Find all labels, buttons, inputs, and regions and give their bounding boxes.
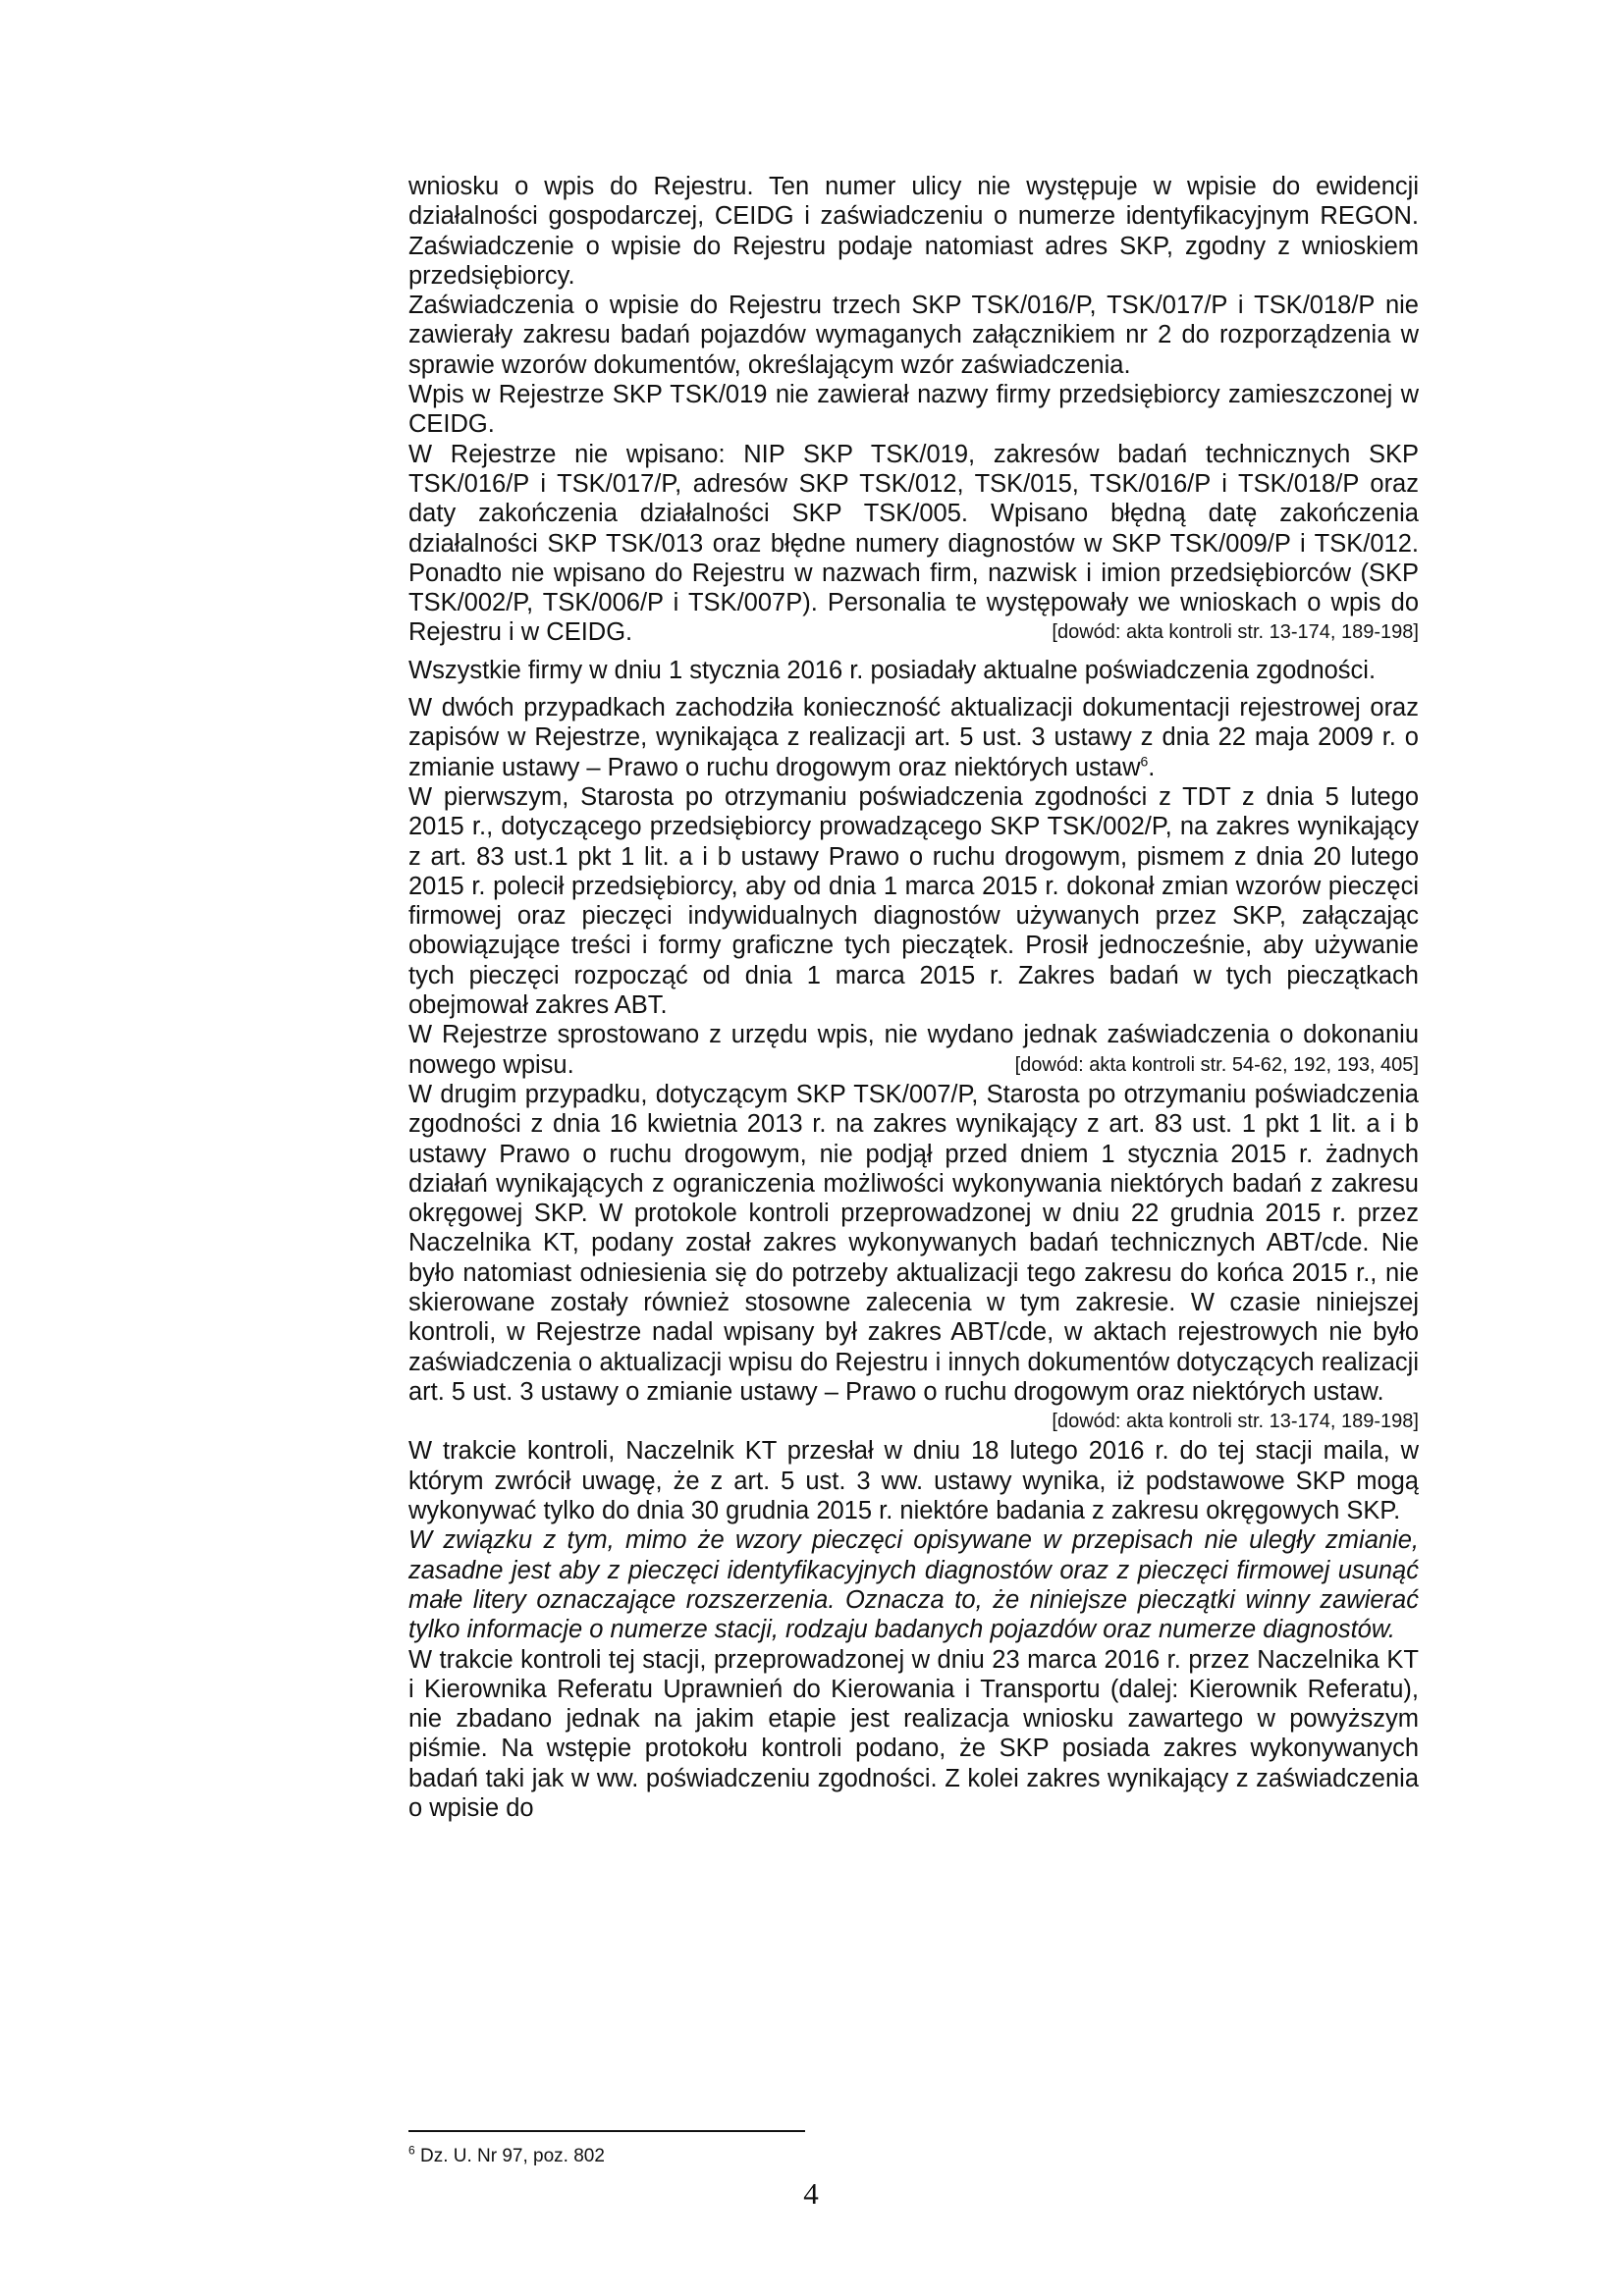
paragraph-2: Zaświadczenia o wpisie do Rejestru trzech SKP TSK/016/P, TSK/017/P i TSK/018/P nie zawierały zakresu badań pojazdów wymaganych załącznikiem nr 2 do rozporządzenia w sprawie wzorów dokumentów, określającym wzór zaświadczenia. <box>408 292 1419 379</box>
evidence-reference-2: [dowód: akta kontroli str. 54-62, 192, 193, 405] <box>1014 1053 1419 1076</box>
footnote-mark: 6 <box>408 2143 415 2158</box>
footnote-text: Dz. U. Nr 97, poz. 802 <box>414 2146 605 2166</box>
paragraph-9: W drugim przypadku, dotyczącym SKP TSK/007/P, Starosta po otrzymaniu poświadczenia zgodności z dnia 16 kwietnia 2013 r. na zakres wynikający z art. 83 ust. 1 pkt 1 lit. a i b ustawy Prawo o ruchu drogowym, nie podjął przed dniem 1 stycznia 2015 r. żadnych działań wynikających z ograniczenia możliwości wykonywania niektórych badań z zakresu okręgowej SKP. W protokole kontroli przeprowadzonej w dniu 22 grudnia 2015 r. przez Naczelnika KT, podany został zakres wykonywanych badań technicznych ABT/cde. Nie było natomiast odniesienia się do potrzeby aktualizacji tego zakresu do końca 2015 r., nie skierowane zostały również stosowne zalecenia w tym zakresie. W czasie niniejszej kontroli, w Rejestrze nadal wpisany był zakres ABT/cde, w aktach rejestrowych nie było zaświadczenia o aktualizacji wpisu do Rejestru i innych dokumentów dotyczących realizacji art. 5 ust. 3 ustawy o zmianie ustawy – Prawo o ruchu drogowym oraz niektórych ustaw. <box>408 1080 1419 1406</box>
paragraph-3: Wpis w Rejestrze SKP TSK/019 nie zawierał nazwy firmy przedsiębiorcy zamieszczonej w CEIDG. <box>408 381 1419 439</box>
body-text <box>408 172 1419 1823</box>
footnote-reference: 6 <box>1140 753 1149 770</box>
paragraph-10: W trakcie kontroli, Naczelnik KT przesłał w dniu 18 lutego 2016 r. do tej stacji maila, w którym zwrócił uwagę, że z art. 5 ust. 3 ww. ustawy wynika, iż podstawowe SKP mogą wykonywać tylko do dnia 30 grudnia 2015 r. niektóre badania z zakresu okręgowych SKP. <box>408 1437 1419 1525</box>
paragraph-5: Wszystkie firmy w dniu 1 stycznia 2016 r. posiadały aktualne poświadczenia zgodności. <box>408 656 1377 684</box>
evidence-reference-3: [dowód: akta kontroli str. 13-174, 189-198] <box>1052 1411 1419 1433</box>
paragraph-1: wniosku o wpis do Rejestru. Ten numer ulicy nie występuje w wpisie do ewidencji działalności gospodarczej, CEIDG i zaświadczeniu o numerze identyfikacyjnym REGON. Zaświadczenie o wpisie do Rejestru podaje natomiast adres SKP, zgodny z wnioskiem przedsiębiorcy. <box>408 173 1419 290</box>
paragraph-8 <box>408 1020 1419 1080</box>
paragraph-11-quote: W związku z tym, mimo że wzory pieczęci opisywane w przepisach nie uległy zmianie, zasadne jest aby z pieczęci identyfikacyjnych diagnostów oraz z pieczęci firmowej usunąć małe litery oznaczające rozszerzenia. Oznacza to, że niniejsze pieczątki winny zawierać tylko informacje o numerze stacji, rodzaju badanych pojazdów oraz numerze diagnostów. <box>408 1526 1419 1644</box>
paragraph-7: W pierwszym, Starosta po otrzymaniu poświadczenia zgodności z TDT z dnia 5 lutego 2015 r., dotyczącego przedsiębiorcy prowadzącego SKP TSK/002/P, na zakres wynikający z art. 83 ust.1 pkt 1 lit. a i b ustawy Prawo o ruchu drogowym, pismem z dnia 20 lutego 2015 r. polecił przedsiębiorcy, aby od dnia 1 marca 2015 r. dokonał zmian wzorów pieczęci firmowej oraz pieczęci indywidualnych diagnostów używanych przez SKP, załączając obowiązujące treści i formy graficzne tych pieczątek. Prosił jednocześnie, aby używanie tych pieczęci rozpocząć od dnia 1 marca 2015 r. Zakres badań w tych pieczątkach obejmował zakres ABT. <box>408 782 1419 1020</box>
paragraph-6-end: . <box>1148 753 1156 781</box>
footnote <box>408 2143 605 2167</box>
paragraph-6 <box>408 693 1419 782</box>
paragraph-4 <box>408 440 1419 648</box>
paragraph-8-text: W Rejestrze sprostowano z urzędu wpis, nie wydano jednak zaświadczenia o dokonaniu nowego wpisu. <box>408 1021 1419 1079</box>
evidence-reference-1: [dowód: akta kontroli str. 13-174, 189-198] <box>1052 621 1419 644</box>
paragraph-4-text: W Rejestrze nie wpisano: NIP SKP TSK/019, zakresów badań technicznych SKP TSK/016/P i TSK/017/P, adresów SKP TSK/012, TSK/015, TSK/016/P i TSK/018/P oraz daty zakończenia działalności SKP TSK/005. Wpisano błędną datę zakończenia działalności SKP TSK/013 oraz błędne numery diagnostów w SKP TSK/009/P i TSK/012. Ponadto nie wpisano do Rejestru w nazwach firm, nazwisk i imion przedsiębiorców (SKP TSK/002/P, TSK/006/P i TSK/007P). Personalia te występowały we wnioskach o wpis do Rejestru i w CEIDG. <box>408 440 1419 647</box>
paragraph-12: W trakcie kontroli tej stacji, przeprowadzonej w dniu 23 marca 2016 r. przez Naczelnika KT i Kierownika Referatu Uprawnień do Kierowania i Transportu (dalej: Kierownik Referatu), nie zbadano jednak na jakim etapie jest realizacja wniosku zawartego w powyższym piśmie. Na wstępie protokołu kontroli podano, że SKP posiada zakres wykonywanych badań taki jak w ww. poświadczeniu zgodności. Z kolei zakres wynikający z zaświadczenia o wpisie do <box>408 1645 1419 1823</box>
paragraph-6-text: W dwóch przypadkach zachodziła konieczność aktualizacji dokumentacji rejestrowej oraz zapisów w Rejestrze, wynikająca z realizacji art. 5 ust. 3 ustawy z dnia 22 maja 2009 r. o zmianie ustawy – Prawo o ruchu drogowym oraz niektórych ustaw <box>408 694 1419 781</box>
page-number: 4 <box>803 2176 819 2211</box>
footnote-separator <box>408 2130 805 2132</box>
